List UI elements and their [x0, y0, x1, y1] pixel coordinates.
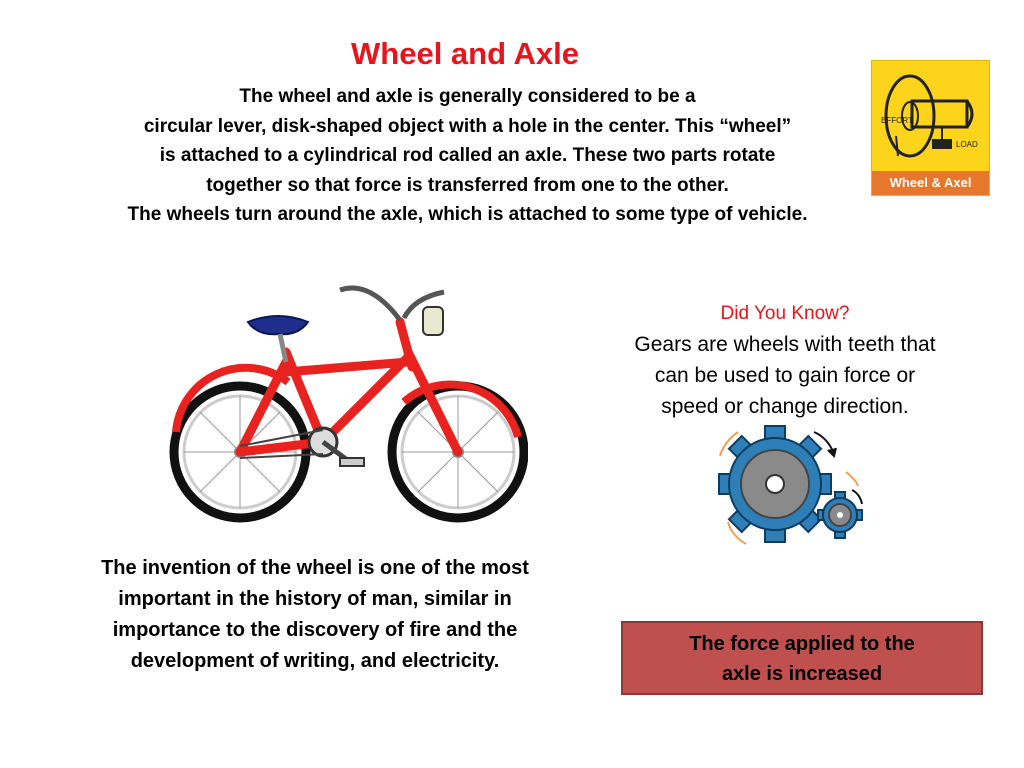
- force-callout-box: [621, 621, 983, 695]
- did-you-know-heading: Did You Know?: [720, 303, 850, 324]
- wheel-axle-logo: [871, 60, 990, 196]
- logo-caption: Wheel & Axel: [872, 171, 989, 195]
- intro-line: The wheels turn around the axle, which is attached to some type of vehicle.: [127, 204, 808, 225]
- intro-line: The wheel and axle is generally considered to be a: [239, 86, 696, 107]
- slide-title: Wheel and Axle: [351, 36, 579, 71]
- invention-line: The invention of the wheel is one of the most: [101, 557, 529, 579]
- small-gear: [818, 492, 862, 538]
- did-you-know-line: speed or change direction.: [661, 395, 909, 418]
- gears-illustration: [718, 422, 878, 552]
- force-callout-line: The force applied to the: [689, 633, 915, 655]
- intro-line: together so that force is transferred from one to the other.: [206, 174, 729, 196]
- did-you-know-section: [600, 298, 970, 422]
- intro-line: circular lever, disk-shaped object with a hole in the center. This “wheel”: [143, 115, 792, 137]
- did-you-know-line: Gears are wheels with teeth that: [634, 333, 936, 356]
- invention-line: importance to the discovery of fire and the: [112, 619, 518, 641]
- did-you-know-line: can be used to gain force or: [654, 364, 916, 387]
- invention-line: development of writing, and electricity.: [130, 650, 500, 672]
- large-gear: [719, 426, 831, 542]
- intro-line: is attached to a cylindrical rod called an axle. These two parts rotate: [159, 145, 776, 166]
- logo-load-label: LOAD: [956, 140, 978, 149]
- invention-paragraph: [60, 553, 570, 677]
- intro-paragraph: [40, 82, 895, 230]
- wheel-axle-diagram: [872, 61, 990, 173]
- logo-effort-label: EFFORT: [881, 116, 913, 125]
- force-callout-line: axle is increased: [721, 663, 883, 685]
- bicycle-illustration: [168, 262, 528, 524]
- invention-line: important in the history of man, similar in: [118, 588, 512, 610]
